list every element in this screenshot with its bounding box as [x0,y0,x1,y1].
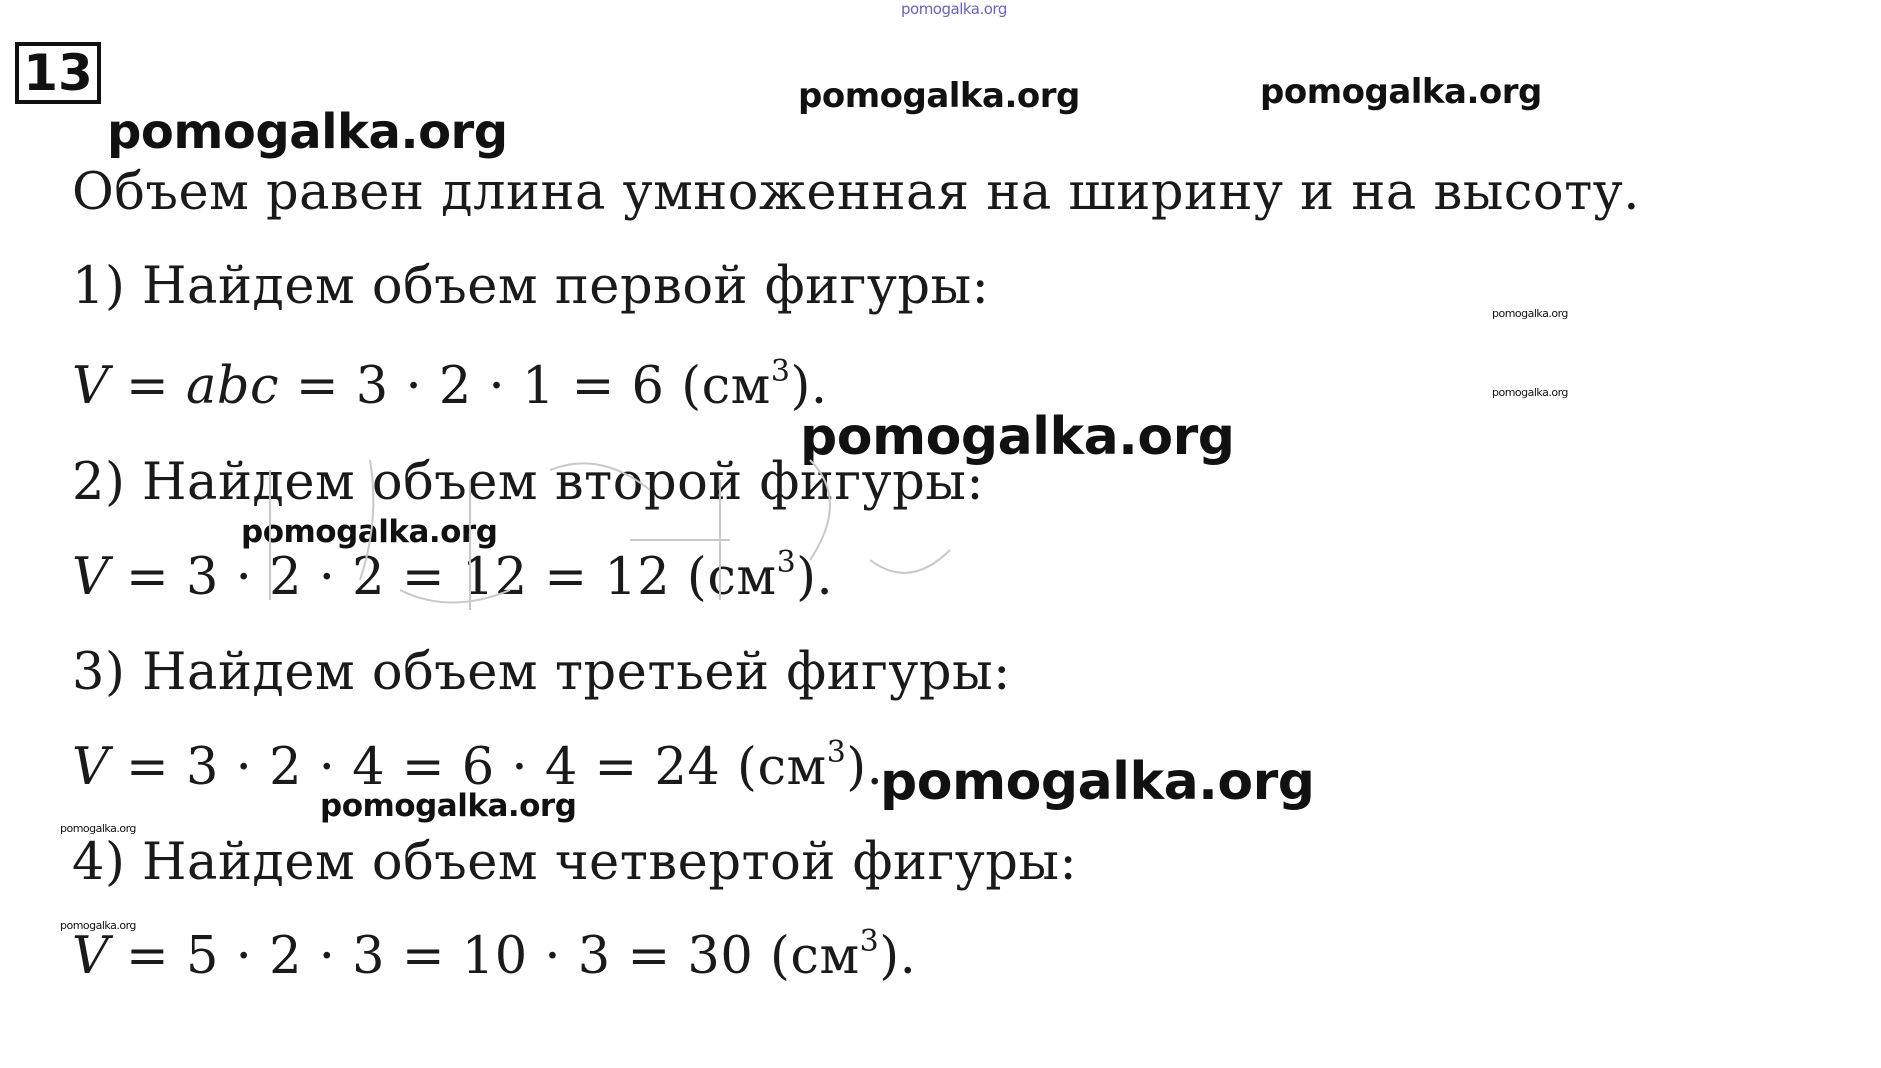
exponent: 3 [770,354,791,389]
step-1-formula-values: = 3 · 2 · 1 = 6 (см [279,357,771,416]
watermark-small-2: pomogalka.org [1492,386,1568,399]
variable-v: V [72,927,110,986]
step-2-formula-values: = 3 · 2 · 2 = 12 = 12 (см [109,548,777,607]
watermark-small-1: pomogalka.org [1492,307,1568,320]
exponent: 3 [776,545,797,580]
watermark-large-right: pomogalka.org [880,752,1315,812]
watermark-medium-bottom: pomogalka.org [320,788,577,824]
variable-v: V [72,357,110,416]
problem-number: 13 [15,42,101,104]
variable-v: V [72,738,110,797]
watermark-top: pomogalka.org [901,0,1007,18]
watermark-header-center: pomogalka.org [798,76,1080,116]
watermark-medium-left: pomogalka.org [241,514,498,550]
step-1-formula-end: ). [790,357,828,416]
step-1-heading: 1) Найдем объем первой фигуры: [72,257,990,316]
step-2-formula-end: ). [796,548,834,607]
intro-text: Объем равен длина умноженная на ширину и на высоту. [72,163,1641,222]
step-2-heading: 2) Найдем объем второй фигуры: [72,453,985,512]
watermark-large-left: pomogalka.org [107,104,508,160]
watermark-small-3: pomogalka.org [60,822,136,835]
step-3-heading: 3) Найдем объем третьей фигуры: [72,643,1011,702]
variable-abc: abc [186,357,280,416]
step-2-formula [72,545,834,608]
step-4-heading: 4) Найдем объем четвертой фигуры: [72,833,1078,892]
exponent: 3 [826,735,847,770]
watermark-large-center: pomogalka.org [800,407,1235,467]
step-3-formula-values: = 3 · 2 · 4 = 6 · 4 = 24 (см [109,738,827,797]
watermark-small-4: pomogalka.org [60,919,136,932]
step-4-formula-values: = 5 · 2 · 3 = 10 · 3 = 30 (см [109,927,860,986]
variable-v: V [72,548,110,607]
step-4-formula-end: ). [879,927,917,986]
step-3-formula-end: ). [846,738,884,797]
watermark-header-right: pomogalka.org [1260,72,1542,112]
exponent: 3 [859,924,880,959]
step-1-formula: V = abc = 3 · 2 · 1 = 6 $(см^3)$. [72,354,828,416]
